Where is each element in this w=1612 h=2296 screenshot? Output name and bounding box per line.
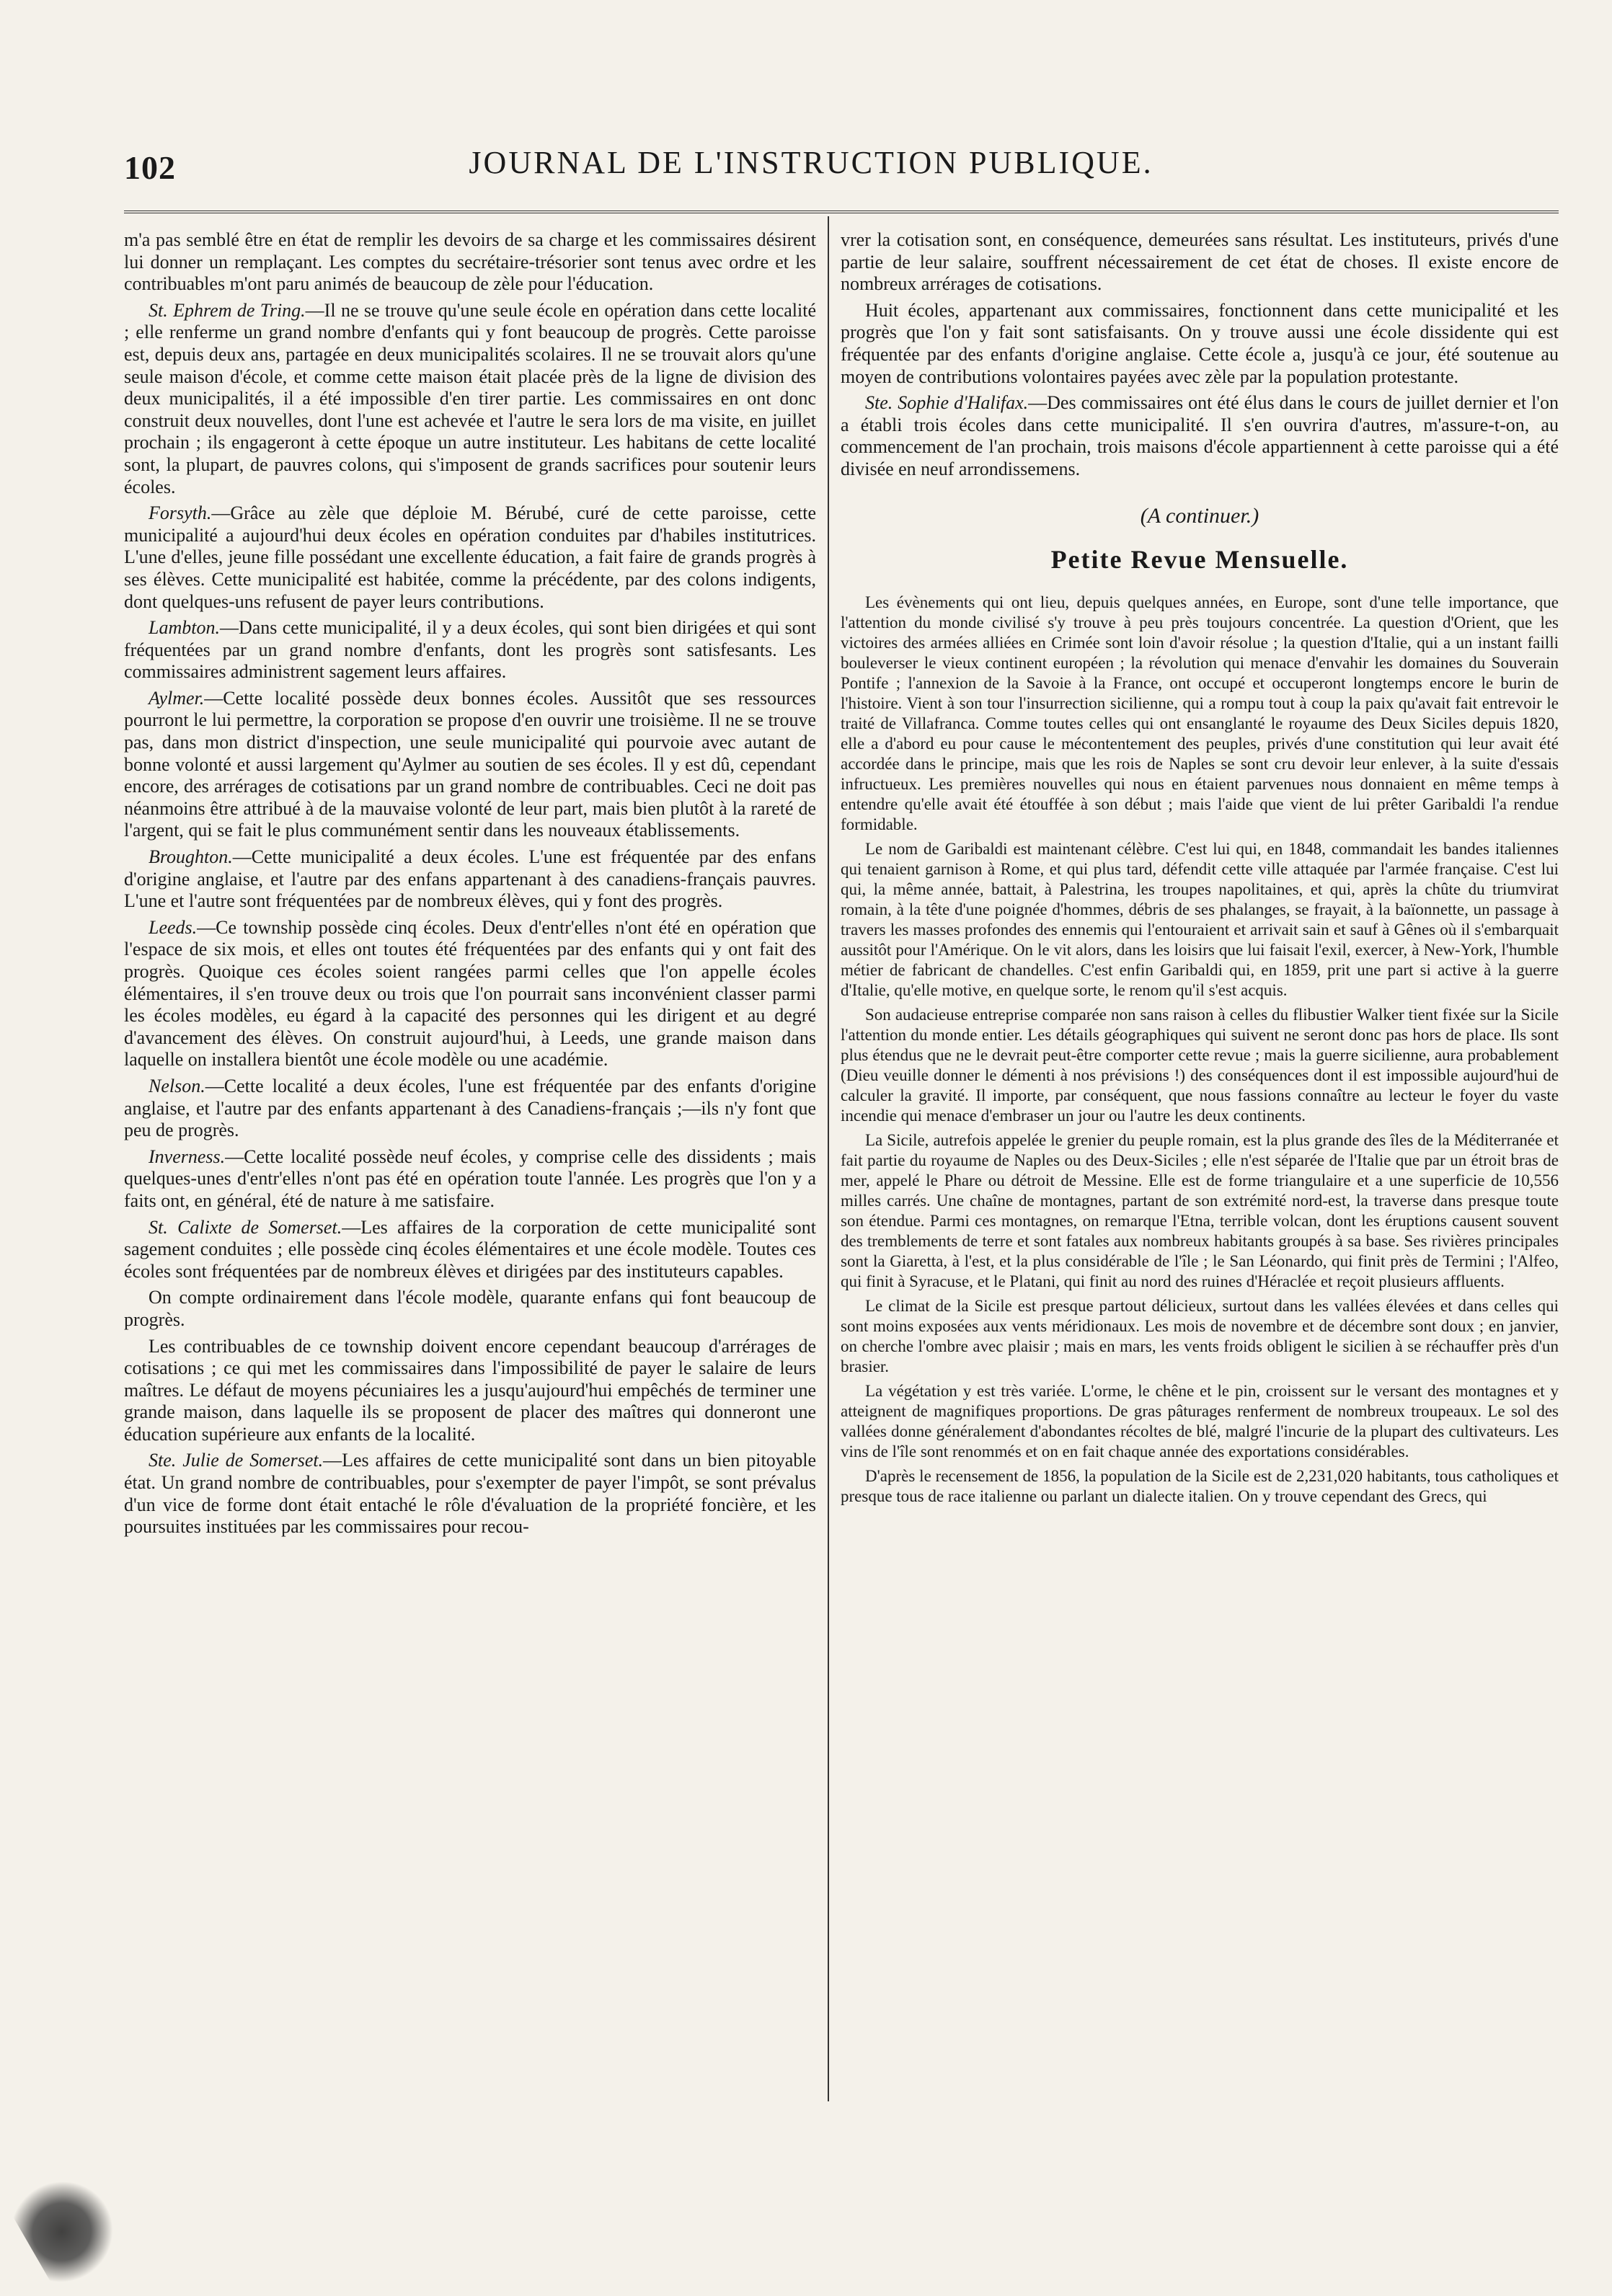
paragraph: La Sicile, autrefois appelée le grenier du peuple romain, est la plus grande des îles de la Méditerranée et fait partie du royaume de Naples ou des Deux-Siciles ; elle n'est séparée de l'Italie que par un étroit bras de mer, appelé le Phare ou détroit de Messine. Elle est de forme triangulaire et a une superficie de 10,556 milles carrés. Une chaîne de montagnes, partant de son extrémité nord-est, la traverse dans presque toute son étendue. Parmi ces montagnes, on remarque l'Etna, terrible volcan, dont les éruptions causent souvent des tremblements de terre et sont fatales aux nombreux habitants groupés à sa base. Ses rivières principales sont la Giaretta, à l'est, et la plus considérable de l'île ; le San Léonardo, qui finit près de Termini ; l'Alfeo, qui finit à Syracuse, et le Platani, qui finit au nord des ruines d'Héraclée et reçoit plusieurs affluents.	[841, 1130, 1559, 1290]
paragraph-text: —Cette municipalité a deux écoles. L'une est fréquentée par des enfans d'origine anglaise, et l'autre par des enfans appartenant à des canadiens-français pauvres. L'une et l'autre sont fréquentées par de nombreux élèves, qui y font des progrès.	[124, 846, 816, 912]
paragraph-lead: Ste. Sophie d'Halifax.	[865, 392, 1029, 414]
paragraph-text: On compte ordinairement dans l'école modèle, quarante enfans qui font beaucoup de progrès.	[124, 1287, 816, 1330]
paragraph-text: —Les affaires de cette municipalité sont dans un bien pitoyable état. Un grand nombre de contribuables, pour s'exempter de payer l'impôt, se sont prévalus d'un vice de forme dont était entaché le rôle d'évaluation de la propriété foncière, et les poursuites instituées par les commissaires pour recou-	[124, 1450, 816, 1538]
paragraph	[124, 1287, 816, 1331]
paragraph: Le nom de Garibaldi est maintenant célèbre. C'est lui qui, en 1848, commandait les bandes italiennes qui tenaient garnison à Rome, et qui plus tard, défendit cette ville attaquée par l'armée française. C'est lui qui, la même année, battait, à Palestrina, les troupes napolitaines, et qui, après la chûte du triumvirat romain, à la tête d'une poignée d'hommes, débris de ses phalanges, se frayait, à la baïonnette, un passage à travers les masses profondes des ennemis qui l'entouraient et arrivait sain et sauf à Gênes où il s'embarquait aussitôt pour l'Amérique. On le vit alors, dans les loisirs que lui faisait l'exil, exercer, à New-York, l'humble métier de fabricant de chandelles. C'est enfin Garibaldi qui, en 1859, prit une part si active à la guerre d'Italie, qu'elle motive, en quelque sorte, le renom qu'il s'est acquis.	[841, 839, 1559, 999]
paragraph-lead: St. Ephrem de Tring.	[149, 299, 306, 321]
page-number: 102	[124, 149, 176, 186]
page-title: JOURNAL DE L'INSTRUCTION PUBLIQUE.	[469, 145, 1153, 180]
paragraph	[124, 688, 816, 842]
paragraph-text: —Cette localité possède deux bonnes écoles. Aussitôt que ses ressources pourront le lui permettre, la corporation se propose d'en ouvrir une troisième. Il ne se trouve pas, dans mon district d'inspection, une seule municipalité qui pourvoie avec autant de bonne volonté et aussi largement qu'Aylmer au soutien de ses écoles. Il y est dû, cependant encore, des arrérages de cotisations par un grand nombre de contribuables. Ceci ne doit pas néanmoins être attribué à de la mauvaise volonté de leur part, mais bien plutôt à la rareté de l'argent, qui se fait le plus communément sentir dans les nouveaux établissements.	[124, 687, 816, 841]
paragraph	[841, 392, 1559, 480]
paragraph-lead: Forsyth.	[149, 502, 212, 524]
paragraph: Le climat de la Sicile est presque partout délicieux, surtout dans les vallées élevées et dans celles qui sont moins exposées aux vents méridionaux. Les mois de novembre et de décembre sont doux ; en janvier, on cherche l'ombre avec plaisir ; mais en mars, les vents froids obligent le sicilien à se réchauffer près d'un brasier.	[841, 1296, 1559, 1375]
paragraph-text: Huit écoles, appartenant aux commissaires, fonctionnent dans cette municipalité et les progrès que l'on y fait sont satisfaisants. On y trouve aussi une école dissidente qui est fréquentée par des enfants d'origine anglaise. Cette école a, jusqu'à ce jour, été soutenue au moyen de contributions volontaires payées avec zèle par la population protestante.	[841, 299, 1559, 387]
paragraph	[124, 1336, 816, 1446]
paragraph-text: m'a pas semblé être en état de remplir les devoirs de sa charge et les commissaires désirent lui donner un remplaçant. Les comptes du secrétaire-trésorier sont tenus avec ordre et les contribuables m'ont paru animés de beaucoup de zèle pour l'éducation.	[124, 229, 816, 295]
paragraph-text: —Ce township possède cinq écoles. Deux d'entr'elles n'ont été en opération que l'espace de six mois, et elles ont toutes été fréquentées par des enfants qui y ont fait des progrès. Quoique ces écoles soient rangées parmi celles que l'on appelle écoles élémentaires, il s'en trouve deux ou trois que l'on pourrait sans inconvénient classer parmi les écoles modèles, eu égard à la capacité des personnes qui les dirigent et au degré d'avancement des élèves. On construit aujourd'hui, à Leeds, une grande maison dans laquelle on installera bientôt une école modèle ou une académie.	[124, 916, 816, 1071]
paragraph-lead: St. Calixte de Somerset.	[149, 1216, 342, 1238]
paragraph-lead: Broughton.	[149, 846, 233, 868]
left-column	[124, 229, 816, 2104]
paragraph-text: Les contribuables de ce township doivent encore cependant beaucoup d'arrérages de cotisations ; ce qui met les commissaires dans l'impossibilité de payer le salaire de leurs maîtres. Le défaut de moyens pécuniaires les a jusqu'aujourd'hui empêchés de terminer une grande maison, dans laquelle ils se proposent de placer des maîtres qui donneront une éducation supérieure aux enfants de la localité.	[124, 1335, 816, 1445]
paragraph-text: —Dans cette municipalité, il y a deux écoles, qui sont bien dirigées et qui sont fréquentées par un grand nombre d'enfants, dont les progrès sont satisfesants. Les commissaires administrent sagement leurs affaires.	[124, 617, 816, 683]
paragraph	[124, 1217, 816, 1283]
paragraph-lead: Nelson.	[149, 1075, 205, 1096]
paragraph-text: —Cette localité possède neuf écoles, y comprise celle des dissidents ; mais quelques-unes d'entr'elles n'ont pas été en opération toute l'année. Les progrès que l'on y a faits ont, en général, été de nature à me satisfaire.	[124, 1145, 816, 1211]
paragraph	[124, 229, 816, 296]
paragraph	[124, 300, 816, 498]
ink-stain-mark	[6, 2162, 132, 2292]
right-column	[841, 229, 1559, 2104]
paragraph	[124, 846, 816, 913]
paragraph	[124, 1450, 816, 1538]
paragraph-text: —Les affaires de la corporation de cette municipalité sont sagement conduites ; elle possède cinq écoles élémentaires et une école modèle. Toutes ces écoles sont fréquentées par de nombreux élèves et dirigées par des instituteurs capables.	[124, 1216, 816, 1282]
paragraph-lead: Inverness.	[149, 1145, 226, 1167]
paragraph: Les évènements qui ont lieu, depuis quelques années, en Europe, sont d'une telle importance, que l'attention du monde civilisé s'y trouve à peu près toujours concentrée. La question d'Orient, que les victoires des armées alliées en Crimée sont loin d'avoir résolue ; la question d'Italie, qui a un instant failli bouleverser le vieux continent européen ; la révolution qui menace d'envahir les domaines du Souverain Pontife ; l'annexion de la Savoie à la France, ont occupé et occuperont longtemps encore le burin de l'histoire. Vient à son tour l'insurrection sicilienne, qui a rompu tout à coup la paix qu'avait fait entrevoir le traité de Villafranca. Comme toutes celles qui ont ensanglanté le royaume des Deux Siciles depuis 1820, elle a d'abord eu pour cause le mécontentement des peuples, privés d'une constitution qui leur avait été accordée dans le principe, mais que les rois de Naples se sont cru devoir leur enlever, à la suite d'essais infructueux. Les premières nouvelles qui nous en étaient parvenues nous donnaient en même temps à entendre qu'elle avait été étouffée à son début ; mais l'aide que vient de lui prêter Garibaldi l'a rendue formidable.	[841, 593, 1559, 833]
paragraph-text: vrer la cotisation sont, en conséquence, demeurées sans résultat. Les instituteurs, privés d'une partie de leur salaire, souffrent nécessairement de cet état de choses. Il existe encore de nombreux arrérages de cotisations.	[841, 229, 1559, 295]
paragraph-text: —Cette localité a deux écoles, l'une est fréquentée par des enfants d'origine anglaise, et l'autre par des enfants appartenant à des Canadiens-français ;—ils n'y font que peu de progrès.	[124, 1075, 816, 1141]
section-title: Petite Revue Mensuelle.	[1050, 545, 1349, 575]
column-divider	[828, 216, 829, 2101]
paragraph: D'après le recensement de 1856, la population de la Sicile est de 2,231,020 habitants, tous catholiques et presque tous de race italienne ou parlant un dialecte italien. On y trouve cependant des Grecs, qui	[841, 1466, 1559, 1505]
paragraph-lead: Lambton.	[149, 617, 220, 639]
paragraph	[124, 917, 816, 1071]
paragraph	[841, 300, 1559, 388]
paragraph-text: —Grâce au zèle que déploie M. Bérubé, curé de cette paroisse, cette municipalité a aujourd'hui deux écoles en opération conduites par d'habiles institutrices. L'une d'elles, jeune fille possédant une excellente éducation, a fait faire de grands progrès à ses élèves. Cette municipalité est habitée, comme la précédente, par des colons indigents, dont quelques-uns refusent de payer leurs contributions.	[124, 502, 816, 612]
continuation-note: (A continuer.)	[1140, 503, 1259, 528]
paragraph-lead: Aylmer.	[149, 687, 205, 709]
paragraph-text: —Des commissaires ont été élus dans le cours de juillet dernier et l'on a établi trois écoles dans cette municipalité. Il s'en ouvrira d'autres, m'assure-t-on, au commencement de l'an prochain, trois maisons d'école appartiennent à cette paroisse qui a été divisée en neuf arrondissemens.	[841, 392, 1559, 479]
paragraph	[124, 1146, 816, 1213]
paragraph: La végétation y est très variée. L'orme, le chêne et le pin, croissent sur le versant des montagnes et y atteignent de magnifiques proportions. De gras pâturages renferment de nombreux troupeaux. Le sol des vallées donne généralement d'abondantes récoltes de blé, malgré l'incurie de la plupart des cultivateurs. Les vins de l'île sont renommés et on en fait chaque année des exportations considérables.	[841, 1381, 1559, 1461]
paragraph: Son audacieuse entreprise comparée non sans raison à celles du flibustier Walker tient fixée sur la Sicile l'attention du monde entier. Les détails géographiques qui suivent ne seront donc pas hors de place. Ils sont plus étendus que ne le devrait peut-être comporter cette revue ; mais la guerre sicilienne, aura probablement (Dieu veuille donner le démenti à nos prévisions !) des conséquences dont il est impossible aujourd'hui de calculer la gravité. Il importe, par conséquent, que nous fassions connaître au lecteur le foyer du vaste incendie qui menace d'embraser un jour ou l'autre les deux continents.	[841, 1005, 1559, 1125]
paragraph	[124, 502, 816, 613]
paragraph-text: —Il ne se trouve qu'une seule école en opération dans cette localité ; elle renferme un grand nombre d'enfants qui y font beaucoup de progrès. Cette paroisse est, depuis deux ans, partagée en deux municipalités scolaires. Il ne se trouvait alors qu'une seule maison d'école, et comme cette maison était placée près de la ligne de division des deux municipalités, il a été impossible d'en tirer partie. Les commissaires en ont donc construit deux nouvelles, dont l'une est achevée et l'autre le sera lors de ma visite, en juillet prochain ; ils engageront à cette époque un autre instituteur. Les habitans de cette localité sont, la plupart, de pauvres colons, qui s'imposent de grands sacrifices pour soutenir leurs écoles.	[124, 299, 816, 497]
paragraph-lead: Ste. Julie de Somerset.	[149, 1450, 324, 1471]
paragraph	[124, 617, 816, 683]
paragraph	[841, 229, 1559, 296]
paragraph	[124, 1076, 816, 1142]
header-rule	[124, 210, 1559, 213]
paragraph-lead: Leeds.	[149, 916, 198, 938]
